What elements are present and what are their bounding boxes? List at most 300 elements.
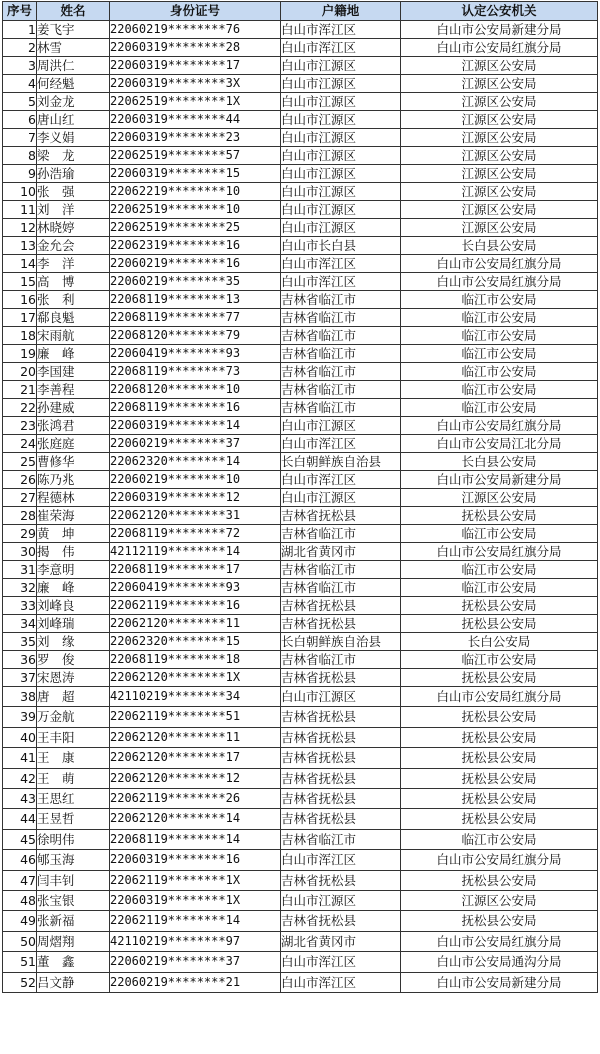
table-row bbox=[3, 147, 598, 165]
cell-name: 张 强 bbox=[37, 183, 110, 201]
cell-name: 王丰阳 bbox=[37, 727, 110, 747]
header-name: 姓名 bbox=[37, 2, 110, 21]
cell-serial: 48 bbox=[3, 891, 37, 911]
cell-authority: 白山市公安局新建分局 bbox=[401, 471, 598, 489]
cell-name: 廉 峰 bbox=[37, 345, 110, 363]
table-row bbox=[3, 75, 598, 93]
cell-domicile: 湖北省黄冈市 bbox=[281, 931, 401, 951]
table-row bbox=[3, 237, 598, 255]
cell-domicile: 白山市江源区 bbox=[281, 147, 401, 165]
cell-name: 陈乃兆 bbox=[37, 471, 110, 489]
cell-id-number: 22060319********44 bbox=[110, 111, 281, 129]
cell-id-number: 22068120********79 bbox=[110, 327, 281, 345]
cell-domicile: 吉林省临江市 bbox=[281, 579, 401, 597]
cell-domicile: 吉林省临江市 bbox=[281, 525, 401, 543]
cell-authority: 临江市公安局 bbox=[401, 381, 598, 399]
cell-serial: 24 bbox=[3, 435, 37, 453]
cell-name: 董 鑫 bbox=[37, 952, 110, 972]
cell-domicile: 吉林省抚松县 bbox=[281, 789, 401, 809]
cell-authority: 白山市公安局江北分局 bbox=[401, 435, 598, 453]
table-row bbox=[3, 291, 598, 309]
cell-domicile: 吉林省抚松县 bbox=[281, 597, 401, 615]
cell-domicile: 吉林省抚松县 bbox=[281, 809, 401, 829]
cell-id-number: 22062519********1X bbox=[110, 93, 281, 111]
cell-name: 李 洋 bbox=[37, 255, 110, 273]
cell-domicile: 白山市江源区 bbox=[281, 201, 401, 219]
cell-authority: 抚松县公安局 bbox=[401, 809, 598, 829]
cell-authority: 江源区公安局 bbox=[401, 219, 598, 237]
table-row bbox=[3, 789, 598, 809]
cell-name: 王 康 bbox=[37, 748, 110, 768]
cell-name: 曹修华 bbox=[37, 453, 110, 471]
cell-domicile: 白山市浑江区 bbox=[281, 21, 401, 39]
cell-serial: 5 bbox=[3, 93, 37, 111]
cell-name: 宋恩涛 bbox=[37, 669, 110, 687]
cell-authority: 白山市公安局新建分局 bbox=[401, 972, 598, 992]
cell-id-number: 22060319********1X bbox=[110, 891, 281, 911]
cell-domicile: 白山市浑江区 bbox=[281, 972, 401, 992]
cell-authority: 江源区公安局 bbox=[401, 489, 598, 507]
cell-id-number: 22060319********28 bbox=[110, 39, 281, 57]
cell-id-number: 22062119********26 bbox=[110, 789, 281, 809]
cell-domicile: 白山市江源区 bbox=[281, 417, 401, 435]
cell-domicile: 吉林省临江市 bbox=[281, 651, 401, 669]
table-row bbox=[3, 931, 598, 951]
cell-id-number: 22062120********12 bbox=[110, 768, 281, 788]
cell-domicile: 长白朝鲜族自治县 bbox=[281, 453, 401, 471]
cell-domicile: 吉林省临江市 bbox=[281, 309, 401, 327]
cell-domicile: 白山市江源区 bbox=[281, 165, 401, 183]
cell-id-number: 22062120********17 bbox=[110, 748, 281, 768]
cell-id-number: 22060419********93 bbox=[110, 579, 281, 597]
table-row bbox=[3, 273, 598, 291]
table-row bbox=[3, 633, 598, 651]
cell-name: 崔荣海 bbox=[37, 507, 110, 525]
cell-name: 孙建威 bbox=[37, 399, 110, 417]
cell-name: 黄 坤 bbox=[37, 525, 110, 543]
cell-serial: 25 bbox=[3, 453, 37, 471]
table-row bbox=[3, 891, 598, 911]
cell-name: 高 博 bbox=[37, 273, 110, 291]
cell-authority: 长白县公安局 bbox=[401, 453, 598, 471]
cell-authority: 抚松县公安局 bbox=[401, 669, 598, 687]
table-row bbox=[3, 219, 598, 237]
table-row bbox=[3, 57, 598, 75]
table-row bbox=[3, 669, 598, 687]
cell-authority: 江源区公安局 bbox=[401, 183, 598, 201]
cell-domicile: 白山市长白县 bbox=[281, 237, 401, 255]
cell-id-number: 22062119********51 bbox=[110, 707, 281, 727]
cell-serial: 40 bbox=[3, 727, 37, 747]
cell-authority: 临江市公安局 bbox=[401, 829, 598, 849]
cell-id-number: 22060319********3X bbox=[110, 75, 281, 93]
table-row bbox=[3, 597, 598, 615]
table-row bbox=[3, 129, 598, 147]
cell-name: 李国建 bbox=[37, 363, 110, 381]
table-row bbox=[3, 507, 598, 525]
cell-serial: 6 bbox=[3, 111, 37, 129]
cell-id-number: 22062120********1X bbox=[110, 669, 281, 687]
cell-serial: 30 bbox=[3, 543, 37, 561]
cell-name: 李善程 bbox=[37, 381, 110, 399]
header-id-number: 身份证号 bbox=[110, 2, 281, 21]
table-row bbox=[3, 435, 598, 453]
cell-authority: 白山市公安局红旗分局 bbox=[401, 255, 598, 273]
cell-serial: 8 bbox=[3, 147, 37, 165]
cell-serial: 19 bbox=[3, 345, 37, 363]
cell-authority: 白山市公安局新建分局 bbox=[401, 21, 598, 39]
cell-serial: 11 bbox=[3, 201, 37, 219]
cell-serial: 17 bbox=[3, 309, 37, 327]
cell-id-number: 22062519********10 bbox=[110, 201, 281, 219]
table-row bbox=[3, 768, 598, 788]
cell-serial: 49 bbox=[3, 911, 37, 931]
table-row bbox=[3, 255, 598, 273]
cell-name: 王昱哲 bbox=[37, 809, 110, 829]
cell-id-number: 22068119********14 bbox=[110, 829, 281, 849]
cell-id-number: 22062120********11 bbox=[110, 727, 281, 747]
cell-authority: 抚松县公安局 bbox=[401, 911, 598, 931]
cell-domicile: 白山市江源区 bbox=[281, 891, 401, 911]
cell-serial: 42 bbox=[3, 768, 37, 788]
cell-id-number: 42110219********34 bbox=[110, 687, 281, 707]
cell-serial: 29 bbox=[3, 525, 37, 543]
cell-name: 金允会 bbox=[37, 237, 110, 255]
cell-serial: 2 bbox=[3, 39, 37, 57]
cell-name: 周洪仁 bbox=[37, 57, 110, 75]
cell-authority: 抚松县公安局 bbox=[401, 768, 598, 788]
cell-domicile: 白山市江源区 bbox=[281, 111, 401, 129]
cell-id-number: 22062219********10 bbox=[110, 183, 281, 201]
cell-authority: 抚松县公安局 bbox=[401, 789, 598, 809]
cell-name: 刘 洋 bbox=[37, 201, 110, 219]
cell-domicile: 吉林省抚松县 bbox=[281, 748, 401, 768]
table-row bbox=[3, 39, 598, 57]
cell-name: 程德林 bbox=[37, 489, 110, 507]
cell-serial: 21 bbox=[3, 381, 37, 399]
table-row bbox=[3, 327, 598, 345]
cell-domicile: 白山市浑江区 bbox=[281, 39, 401, 57]
cell-serial: 32 bbox=[3, 579, 37, 597]
cell-authority: 临江市公安局 bbox=[401, 525, 598, 543]
cell-domicile: 白山市江源区 bbox=[281, 219, 401, 237]
cell-domicile: 白山市江源区 bbox=[281, 75, 401, 93]
cell-authority: 白山市公安局红旗分局 bbox=[401, 417, 598, 435]
cell-serial: 27 bbox=[3, 489, 37, 507]
cell-authority: 白山市公安局红旗分局 bbox=[401, 687, 598, 707]
cell-authority: 抚松县公安局 bbox=[401, 615, 598, 633]
cell-domicile: 白山市浑江区 bbox=[281, 850, 401, 870]
table-row bbox=[3, 165, 598, 183]
cell-id-number: 22062120********31 bbox=[110, 507, 281, 525]
cell-authority: 临江市公安局 bbox=[401, 579, 598, 597]
cell-authority: 临江市公安局 bbox=[401, 309, 598, 327]
cell-authority: 临江市公安局 bbox=[401, 327, 598, 345]
cell-domicile: 吉林省临江市 bbox=[281, 363, 401, 381]
table-row bbox=[3, 651, 598, 669]
cell-name: 张鸿君 bbox=[37, 417, 110, 435]
cell-name: 吕文静 bbox=[37, 972, 110, 992]
cell-serial: 16 bbox=[3, 291, 37, 309]
header-domicile: 户籍地 bbox=[281, 2, 401, 21]
cell-authority: 江源区公安局 bbox=[401, 891, 598, 911]
cell-domicile: 白山市浑江区 bbox=[281, 952, 401, 972]
cell-authority: 临江市公安局 bbox=[401, 345, 598, 363]
cell-id-number: 22062120********14 bbox=[110, 809, 281, 829]
cell-domicile: 吉林省临江市 bbox=[281, 399, 401, 417]
cell-domicile: 白山市浑江区 bbox=[281, 435, 401, 453]
cell-name: 刘金龙 bbox=[37, 93, 110, 111]
cell-domicile: 吉林省抚松县 bbox=[281, 870, 401, 890]
table-row bbox=[3, 21, 598, 39]
cell-name: 姜飞宇 bbox=[37, 21, 110, 39]
table-row bbox=[3, 525, 598, 543]
cell-domicile: 吉林省临江市 bbox=[281, 381, 401, 399]
cell-name: 张 利 bbox=[37, 291, 110, 309]
cell-domicile: 白山市江源区 bbox=[281, 57, 401, 75]
cell-authority: 临江市公安局 bbox=[401, 399, 598, 417]
cell-serial: 44 bbox=[3, 809, 37, 829]
cell-name: 林雪 bbox=[37, 39, 110, 57]
cell-domicile: 白山市浑江区 bbox=[281, 255, 401, 273]
cell-authority: 抚松县公安局 bbox=[401, 727, 598, 747]
cell-serial: 23 bbox=[3, 417, 37, 435]
cell-serial: 15 bbox=[3, 273, 37, 291]
cell-name: 张宝银 bbox=[37, 891, 110, 911]
cell-authority: 抚松县公安局 bbox=[401, 597, 598, 615]
cell-id-number: 22062120********11 bbox=[110, 615, 281, 633]
cell-id-number: 22060419********93 bbox=[110, 345, 281, 363]
cell-name: 周熠翔 bbox=[37, 931, 110, 951]
table-row bbox=[3, 809, 598, 829]
table-row bbox=[3, 381, 598, 399]
cell-domicile: 白山市江源区 bbox=[281, 183, 401, 201]
cell-id-number: 22068119********17 bbox=[110, 561, 281, 579]
cell-name: 闫丰钊 bbox=[37, 870, 110, 890]
table-row bbox=[3, 183, 598, 201]
cell-authority: 抚松县公安局 bbox=[401, 870, 598, 890]
cell-id-number: 22060219********35 bbox=[110, 273, 281, 291]
cell-domicile: 白山市江源区 bbox=[281, 687, 401, 707]
cell-id-number: 22068119********13 bbox=[110, 291, 281, 309]
cell-id-number: 42112119********14 bbox=[110, 543, 281, 561]
cell-id-number: 22062119********1X bbox=[110, 870, 281, 890]
cell-authority: 江源区公安局 bbox=[401, 75, 598, 93]
table-row bbox=[3, 850, 598, 870]
cell-name: 刘 缘 bbox=[37, 633, 110, 651]
table-row bbox=[3, 911, 598, 931]
cell-id-number: 22060219********37 bbox=[110, 952, 281, 972]
table-row bbox=[3, 399, 598, 417]
cell-authority: 江源区公安局 bbox=[401, 165, 598, 183]
cell-serial: 51 bbox=[3, 952, 37, 972]
cell-domicile: 吉林省临江市 bbox=[281, 327, 401, 345]
header-serial: 序号 bbox=[3, 2, 37, 21]
cell-serial: 13 bbox=[3, 237, 37, 255]
header-authority: 认定公安机关 bbox=[401, 2, 598, 21]
cell-id-number: 22068119********72 bbox=[110, 525, 281, 543]
cell-id-number: 22062320********15 bbox=[110, 633, 281, 651]
cell-domicile: 吉林省抚松县 bbox=[281, 727, 401, 747]
table-row bbox=[3, 829, 598, 849]
cell-serial: 9 bbox=[3, 165, 37, 183]
cell-id-number: 22060219********16 bbox=[110, 255, 281, 273]
cell-name: 罗 俊 bbox=[37, 651, 110, 669]
cell-serial: 7 bbox=[3, 129, 37, 147]
table-row bbox=[3, 561, 598, 579]
cell-domicile: 吉林省临江市 bbox=[281, 291, 401, 309]
table-row bbox=[3, 345, 598, 363]
cell-id-number: 22060219********10 bbox=[110, 471, 281, 489]
cell-id-number: 42110219********97 bbox=[110, 931, 281, 951]
cell-serial: 36 bbox=[3, 651, 37, 669]
cell-name: 林晓婷 bbox=[37, 219, 110, 237]
cell-serial: 10 bbox=[3, 183, 37, 201]
cell-authority: 江源区公安局 bbox=[401, 147, 598, 165]
cell-domicile: 吉林省抚松县 bbox=[281, 911, 401, 931]
cell-serial: 18 bbox=[3, 327, 37, 345]
cell-authority: 白山市公安局红旗分局 bbox=[401, 543, 598, 561]
cell-id-number: 22060219********76 bbox=[110, 21, 281, 39]
table-row bbox=[3, 363, 598, 381]
cell-name: 万金航 bbox=[37, 707, 110, 727]
table-body bbox=[3, 21, 598, 993]
cell-id-number: 22060319********12 bbox=[110, 489, 281, 507]
table-row bbox=[3, 972, 598, 992]
cell-authority: 江源区公安局 bbox=[401, 57, 598, 75]
cell-serial: 28 bbox=[3, 507, 37, 525]
table-row bbox=[3, 727, 598, 747]
table-row bbox=[3, 687, 598, 707]
cell-name: 刘峰瑞 bbox=[37, 615, 110, 633]
cell-authority: 白山市公安局红旗分局 bbox=[401, 931, 598, 951]
cell-id-number: 22068119********73 bbox=[110, 363, 281, 381]
cell-serial: 12 bbox=[3, 219, 37, 237]
cell-domicile: 吉林省抚松县 bbox=[281, 615, 401, 633]
cell-authority: 江源区公安局 bbox=[401, 93, 598, 111]
table-row bbox=[3, 111, 598, 129]
table-row bbox=[3, 952, 598, 972]
cell-domicile: 吉林省抚松县 bbox=[281, 768, 401, 788]
cell-name: 唐山红 bbox=[37, 111, 110, 129]
cell-id-number: 22060319********15 bbox=[110, 165, 281, 183]
cell-name: 郇玉海 bbox=[37, 850, 110, 870]
cell-authority: 白山市公安局通沟分局 bbox=[401, 952, 598, 972]
table-row bbox=[3, 417, 598, 435]
cell-name: 张庭庭 bbox=[37, 435, 110, 453]
cell-serial: 3 bbox=[3, 57, 37, 75]
table-row bbox=[3, 309, 598, 327]
cell-id-number: 22068119********16 bbox=[110, 399, 281, 417]
cell-authority: 江源区公安局 bbox=[401, 111, 598, 129]
cell-domicile: 白山市浑江区 bbox=[281, 471, 401, 489]
header-row bbox=[3, 2, 598, 21]
cell-serial: 4 bbox=[3, 75, 37, 93]
cell-domicile: 湖北省黄冈市 bbox=[281, 543, 401, 561]
table-row bbox=[3, 707, 598, 727]
cell-authority: 临江市公安局 bbox=[401, 561, 598, 579]
cell-authority: 临江市公安局 bbox=[401, 651, 598, 669]
cell-name: 孙浩瑜 bbox=[37, 165, 110, 183]
cell-id-number: 22062519********25 bbox=[110, 219, 281, 237]
cell-authority: 抚松县公安局 bbox=[401, 507, 598, 525]
cell-name: 梁 龙 bbox=[37, 147, 110, 165]
cell-id-number: 22068120********10 bbox=[110, 381, 281, 399]
cell-name: 揭 伟 bbox=[37, 543, 110, 561]
cell-serial: 33 bbox=[3, 597, 37, 615]
cell-serial: 41 bbox=[3, 748, 37, 768]
cell-serial: 26 bbox=[3, 471, 37, 489]
cell-name: 廉 峰 bbox=[37, 579, 110, 597]
cell-serial: 38 bbox=[3, 687, 37, 707]
cell-serial: 20 bbox=[3, 363, 37, 381]
cell-serial: 37 bbox=[3, 669, 37, 687]
cell-name: 宋雨航 bbox=[37, 327, 110, 345]
person-table bbox=[2, 1, 598, 993]
cell-serial: 22 bbox=[3, 399, 37, 417]
table-row bbox=[3, 201, 598, 219]
cell-authority: 长白公安局 bbox=[401, 633, 598, 651]
cell-name: 刘峰良 bbox=[37, 597, 110, 615]
cell-id-number: 22062119********14 bbox=[110, 911, 281, 931]
cell-serial: 46 bbox=[3, 850, 37, 870]
cell-domicile: 长白朝鲜族自治县 bbox=[281, 633, 401, 651]
cell-domicile: 吉林省抚松县 bbox=[281, 707, 401, 727]
cell-serial: 35 bbox=[3, 633, 37, 651]
table-row bbox=[3, 453, 598, 471]
cell-serial: 1 bbox=[3, 21, 37, 39]
cell-domicile: 白山市江源区 bbox=[281, 93, 401, 111]
cell-authority: 长白县公安局 bbox=[401, 237, 598, 255]
table-row bbox=[3, 615, 598, 633]
cell-domicile: 吉林省临江市 bbox=[281, 345, 401, 363]
cell-serial: 43 bbox=[3, 789, 37, 809]
cell-serial: 52 bbox=[3, 972, 37, 992]
table-row bbox=[3, 489, 598, 507]
cell-name: 徐明伟 bbox=[37, 829, 110, 849]
cell-name: 李意明 bbox=[37, 561, 110, 579]
cell-serial: 34 bbox=[3, 615, 37, 633]
cell-id-number: 22062119********16 bbox=[110, 597, 281, 615]
table-row bbox=[3, 543, 598, 561]
cell-id-number: 22060319********17 bbox=[110, 57, 281, 75]
cell-serial: 47 bbox=[3, 870, 37, 890]
cell-id-number: 22060219********21 bbox=[110, 972, 281, 992]
cell-name: 何经魁 bbox=[37, 75, 110, 93]
cell-id-number: 22060319********23 bbox=[110, 129, 281, 147]
cell-domicile: 白山市江源区 bbox=[281, 489, 401, 507]
cell-id-number: 22060319********16 bbox=[110, 850, 281, 870]
cell-name: 李义娟 bbox=[37, 129, 110, 147]
cell-id-number: 22062319********16 bbox=[110, 237, 281, 255]
cell-authority: 江源区公安局 bbox=[401, 129, 598, 147]
cell-id-number: 22060319********14 bbox=[110, 417, 281, 435]
cell-name: 王思红 bbox=[37, 789, 110, 809]
table-row bbox=[3, 870, 598, 890]
cell-domicile: 白山市浑江区 bbox=[281, 273, 401, 291]
cell-serial: 14 bbox=[3, 255, 37, 273]
cell-authority: 临江市公安局 bbox=[401, 363, 598, 381]
cell-name: 唐 超 bbox=[37, 687, 110, 707]
cell-authority: 白山市公安局红旗分局 bbox=[401, 39, 598, 57]
cell-serial: 31 bbox=[3, 561, 37, 579]
cell-name: 张新福 bbox=[37, 911, 110, 931]
cell-name: 郗良魁 bbox=[37, 309, 110, 327]
cell-id-number: 22060219********37 bbox=[110, 435, 281, 453]
cell-authority: 抚松县公安局 bbox=[401, 748, 598, 768]
cell-domicile: 吉林省抚松县 bbox=[281, 669, 401, 687]
cell-authority: 临江市公安局 bbox=[401, 291, 598, 309]
